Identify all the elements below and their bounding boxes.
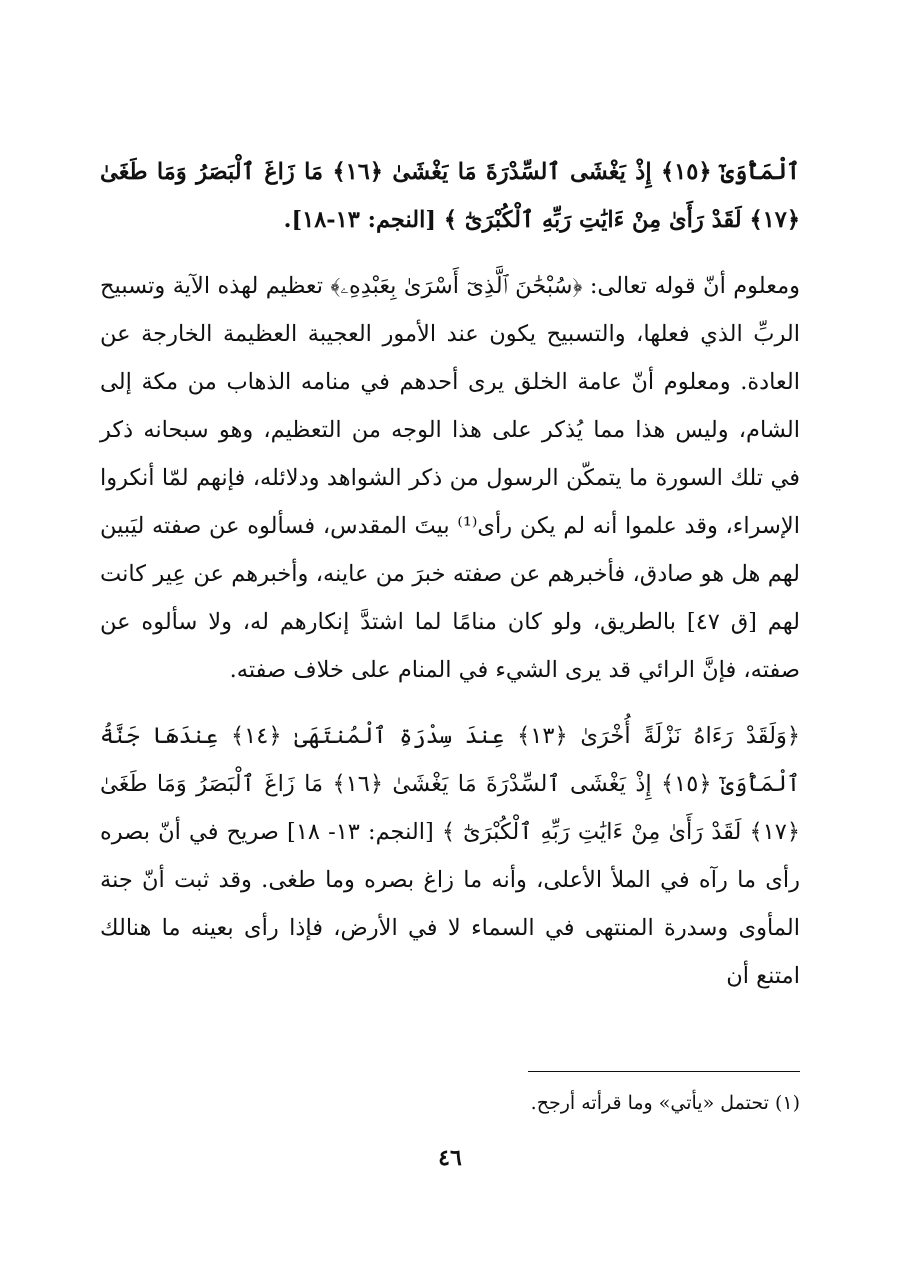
quran-verse-continuation: ٱلْمَأْوَىٰٓ ﴿١٥﴾ إِذْ يَغْشَى ٱلسِّدْرَةَ مَا يَغْشَىٰ ﴿١٦﴾ مَا زَاغَ ٱلْبَصَرُ وَمَا طَغَىٰ ﴿١٧﴾ لَقَدْ رَأَىٰ مِنْ ءَايَٰتِ رَبِّهِ ٱلْكُبْرَىٰٓ ﴾ [النجم: ١٣-١٨]. xyxy=(100,159,800,233)
footnote: (١) تحتمل «يأتي» وما قرأته أرجح. xyxy=(530,1092,800,1114)
footnote-separator xyxy=(528,1071,800,1072)
page-number: ٤٦ xyxy=(438,1145,462,1171)
quran-citation-paragraph: ﴿وَلَقَدْ رَءَاهُ نَزْلَةً أُخْرَىٰ ﴿١٣﴾ عِندَ سِدْرَةِ ٱلْمُنتَهَىٰ ﴿١٤﴾ عِندَهَا جَنَّةُ ٱلْمَأْوَىٰٓ ﴿١٥﴾ إِذْ يَغْشَى ٱلسِّدْرَةَ مَا يَغْشَىٰ ﴿١٦﴾ مَا زَاغَ ٱلْبَصَرُ وَمَا طَغَىٰ ﴿١٧﴾ لَقَدْ رَأَىٰ مِنْ ءَايَٰتِ رَبِّهِ ٱلْكُبْرَىٰٓ ﴾ [النجم: ١٣- ١٨] صريح في أنّ بصره رأى ما رآه في الملأ الأعلى، وأنه ما زاغ بصره وما طغى. وقد ثبت أنّ جنة المأوى وسدرة المنتهى في السماء لا في الأرض، فإذا رأى بعينه ما هنالك امتنع أن xyxy=(100,723,801,989)
body-paragraph: ومعلوم أنّ قوله تعالى: ﴿سُبْحَٰنَ ٱلَّذِىٓ أَسْرَىٰ بِعَبْدِهِۦ﴾ تعظيم لهذه الآية وتسبيح الربِّ الذي فعلها، والتسبيح يكون عند الأمور العجيبة العظيمة الخارجة عن العادة. ومعلوم أنّ عامة الخلق يرى أحدهم في منامه الذهاب من مكة إلى الشام، وليس هذا مما يُذكر على هذا الوجه من التعظيم، وهو سبحانه ذكر في تلك السورة ما يتمكّن الرسول من ذكر الشواهد ودلائله، فإنهم لمّا أنكروا الإسراء، وقد علموا أنه لم يكن رأى⁽¹⁾ بيتَ المقدس، فسألوه عن صفته ليَبين لهم هل هو صادق، فأخبرهم عن صفته خبرَ من عاينه، وأخبرهم عن عِير كانت لهم [ق ٤٧] بالطريق، ولو كان منامًا لما اشتدَّ إنكارهم له، ولا سألوه عن صفته، فإنَّ الرائي قد يرى الشيء في المنام على خلاف صفته. xyxy=(100,273,801,683)
page-body xyxy=(100,148,800,1000)
paragraph-gap xyxy=(100,244,800,262)
paragraph-gap xyxy=(100,694,800,712)
